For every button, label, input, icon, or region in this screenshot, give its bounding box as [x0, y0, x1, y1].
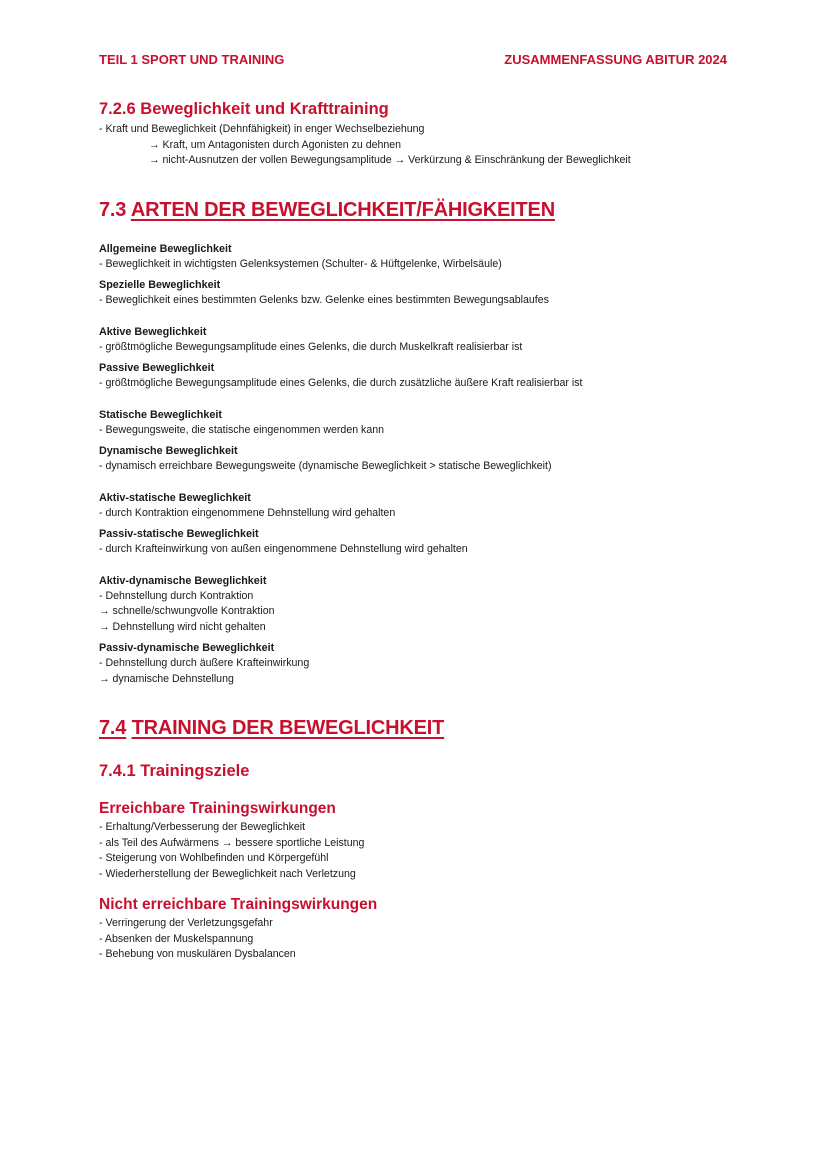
flex-type-term: Aktive Beweglichkeit: [99, 325, 207, 338]
flex-type-item: [99, 444, 739, 475]
flex-type-item: [99, 527, 739, 558]
reachable-effect-item: - Erhaltung/Verbesserung der Beweglichkeit: [99, 821, 306, 833]
flex-type-term: Aktiv-dynamische Beweglichkeit: [99, 574, 267, 587]
flex-type-item: [99, 408, 739, 439]
flex-type-item: [99, 325, 739, 356]
unreachable-effect-item: - Behebung von muskulären Dysbalancen: [99, 948, 296, 960]
section-7-3-number: 7.3: [99, 198, 127, 221]
flex-type-desc: → dynamische Dehnstellung: [99, 672, 234, 685]
flex-types-list: [99, 242, 739, 688]
section-7-2-6-line-1: - Kraft und Beweglichkeit (Dehnfähigkeit) in enger Wechselbeziehung: [99, 123, 425, 135]
flex-type-desc: → schnelle/schwungvolle Kontraktion: [99, 605, 275, 617]
reachable-effects: [99, 800, 739, 882]
section-7-2-6-title: 7.2.6 Beweglichkeit und Krafttraining: [99, 100, 389, 118]
flex-type-desc: - Dehnstellung durch Kontraktion: [99, 589, 254, 602]
flex-type-term: Passive Beweglichkeit: [99, 362, 215, 374]
reachable-effect-item: - als Teil des Aufwärmens → bessere sportliche Leistung: [99, 836, 365, 849]
flex-type-desc: - durch Krafteinwirkung von außen eingenommene Dehnstellung wird gehalten: [99, 543, 468, 555]
flex-type-item: [99, 278, 739, 309]
section-7-2-6-line-2: → Kraft, um Antagonisten durch Agonisten zu dehnen: [149, 138, 402, 151]
flex-type-desc: - größtmögliche Bewegungsamplitude eines Gelenks, die durch Muskelkraft realisierbar ist: [99, 340, 523, 353]
section-7-2-6: [99, 100, 739, 169]
reachable-effect-item: - Steigerung von Wohlbefinden und Körpergefühl: [99, 852, 329, 864]
flex-type-desc: - Beweglichkeit eines bestimmten Gelenks bzw. Gelenke eines bestimmten Bewegungsablaufes: [99, 294, 549, 306]
section-7-3-title: ARTEN DER BEWEGLICHKEIT/FÄHIGKEITEN: [130, 198, 555, 221]
unreachable-effect-item: - Absenken der Muskelspannung: [99, 932, 254, 945]
flex-type-term: Passiv-statische Beweglichkeit: [99, 528, 259, 540]
unreachable-effects: [99, 896, 739, 963]
flex-type-item: [99, 641, 739, 687]
section-7-4-title: TRAINING DER BEWEGLICHKEIT: [131, 717, 445, 739]
document-body: [99, 100, 739, 963]
header-left-title: TEIL 1 SPORT UND TRAINING: [99, 52, 285, 67]
flex-type-term: Statische Beweglichkeit: [99, 408, 223, 421]
flex-type-desc: - größtmögliche Bewegungsamplitude eines Gelenks, die durch zusätzliche äußere Kraft realisierbar ist: [99, 377, 583, 389]
unreachable-effects-heading: Nicht erreichbare Trainingswirkungen: [99, 896, 378, 913]
section-7-4-heading: [99, 717, 739, 740]
flex-type-term: Spezielle Beweglichkeit: [99, 279, 221, 291]
header-right-title: ZUSAMMENFASSUNG ABITUR 2024: [504, 52, 727, 67]
flex-type-term: Allgemeine Beweglichkeit: [99, 242, 232, 255]
flex-type-desc: - dynamisch erreichbare Bewegungsweite (dynamische Beweglichkeit > statische Beweglichkeit): [99, 460, 552, 472]
flex-type-desc: - durch Kontraktion eingenommene Dehnstellung wird gehalten: [99, 506, 396, 519]
section-7-2-6-line-3: → nicht-Ausnutzen der vollen Bewegungsamplitude → Verkürzung & Einschränkung der Beweglichkeit: [149, 154, 631, 166]
flex-type-term: Aktiv-statische Beweglichkeit: [99, 491, 251, 504]
flex-type-desc: - Beweglichkeit in wichtigsten Gelenksystemen (Schulter- & Hüftgelenke, Wirbelsäule): [99, 257, 502, 270]
flex-type-term: Dynamische Beweglichkeit: [99, 445, 238, 457]
section-7-4-1-title: 7.4.1 Trainingsziele: [99, 762, 250, 780]
section-7-3-heading: [99, 199, 739, 222]
flex-type-desc: → Dehnstellung wird nicht gehalten: [99, 620, 266, 633]
flex-type-item: [99, 491, 739, 522]
reachable-effects-heading: Erreichbare Trainingswirkungen: [99, 800, 336, 817]
flex-type-item: [99, 242, 739, 273]
flex-type-item: [99, 574, 739, 636]
flex-type-desc: - Bewegungsweite, die statische eingenommen werden kann: [99, 423, 385, 436]
flex-type-term: Passiv-dynamische Beweglichkeit: [99, 642, 275, 654]
unreachable-effect-item: - Verringerung der Verletzungsgefahr: [99, 917, 273, 929]
section-7-4-number: 7.4: [99, 717, 127, 739]
flex-type-desc: - Dehnstellung durch äußere Krafteinwirkung: [99, 657, 310, 669]
flex-type-item: [99, 361, 739, 392]
reachable-effect-item: - Wiederherstellung der Beweglichkeit nach Verletzung: [99, 867, 356, 880]
